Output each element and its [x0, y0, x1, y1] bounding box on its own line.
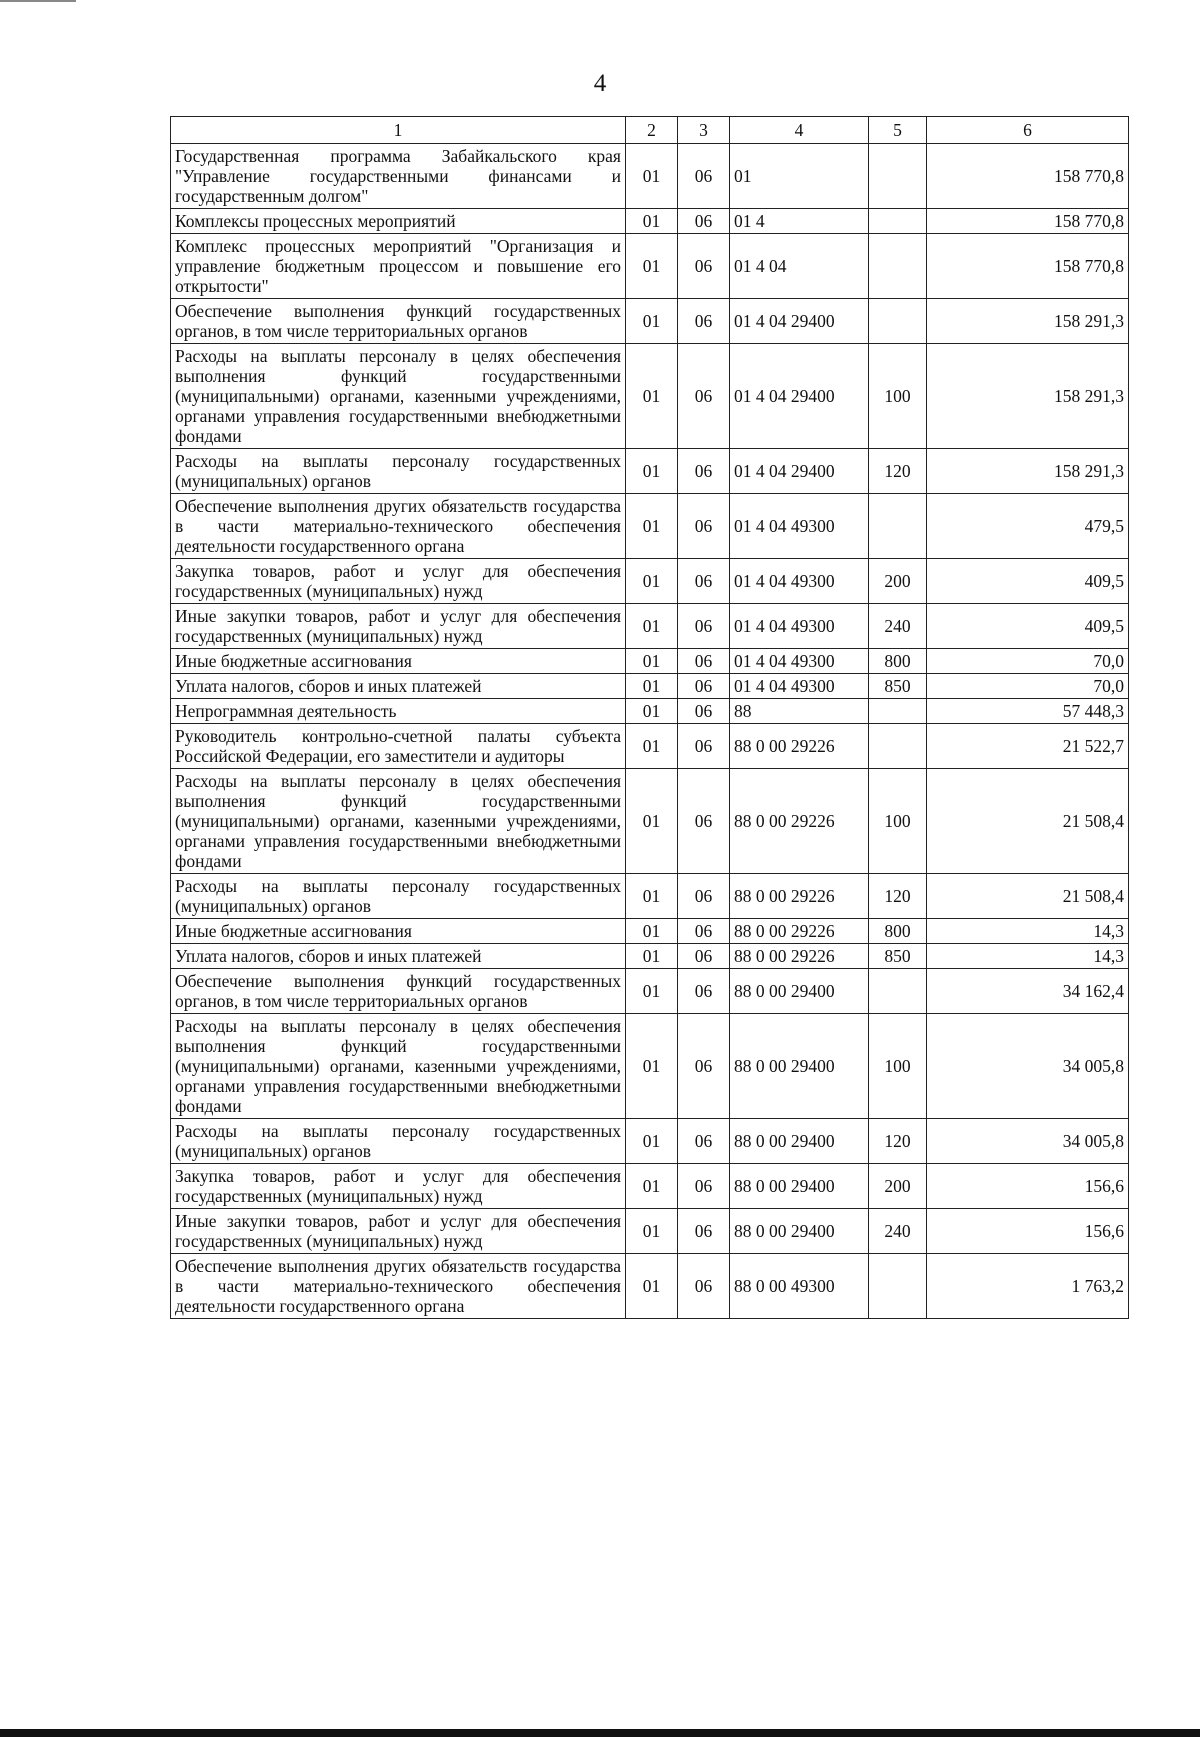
row-section-cell: 01: [626, 649, 678, 674]
row-expense-type-cell: [869, 724, 927, 769]
row-target-code-cell: 88 0 00 29226: [730, 919, 869, 944]
row-amount-cell: 70,0: [927, 674, 1129, 699]
table-row: [171, 209, 1129, 234]
row-subsection-cell: 06: [678, 559, 730, 604]
row-name-cell: Иные закупки товаров, работ и услуг для обеспечения государственных (муниципальных) нужд: [171, 604, 626, 649]
row-amount-cell: 158 291,3: [927, 344, 1129, 449]
row-target-code-cell: 88 0 00 29226: [730, 874, 869, 919]
row-section-cell: 01: [626, 724, 678, 769]
table-row: [171, 344, 1129, 449]
row-target-code-cell: 01 4 04: [730, 234, 869, 299]
row-target-code-cell: 01 4 04 49300: [730, 649, 869, 674]
row-subsection-cell: 06: [678, 344, 730, 449]
row-amount-cell: 14,3: [927, 944, 1129, 969]
table-row: [171, 559, 1129, 604]
table-row: [171, 494, 1129, 559]
budget-table: [170, 116, 1129, 1319]
table-row: [171, 604, 1129, 649]
row-amount-cell: 158 770,8: [927, 209, 1129, 234]
row-amount-cell: 409,5: [927, 604, 1129, 649]
row-target-code-cell: 88 0 00 29400: [730, 969, 869, 1014]
row-expense-type-cell: 200: [869, 1164, 927, 1209]
page-number: 4: [593, 70, 607, 97]
row-target-code-cell: 01 4 04 29400: [730, 344, 869, 449]
row-expense-type-cell: [869, 234, 927, 299]
row-subsection-cell: 06: [678, 144, 730, 209]
row-amount-cell: 21 522,7: [927, 724, 1129, 769]
table-row: [171, 1164, 1129, 1209]
row-target-code-cell: 01 4 04 49300: [730, 494, 869, 559]
row-section-cell: 01: [626, 969, 678, 1014]
table-row: [171, 919, 1129, 944]
row-section-cell: 01: [626, 604, 678, 649]
row-expense-type-cell: 800: [869, 919, 927, 944]
row-target-code-cell: 01 4: [730, 209, 869, 234]
row-amount-cell: 14,3: [927, 919, 1129, 944]
table-row: [171, 944, 1129, 969]
table-row: [171, 699, 1129, 724]
table-row: [171, 299, 1129, 344]
row-name-cell: Расходы на выплаты персоналу в целях обеспечения выполнения функций государственными (муниципальными) органами, казенными учреждениями, органами управления государственными внебюджетными фондами: [171, 1014, 626, 1119]
row-subsection-cell: 06: [678, 604, 730, 649]
row-subsection-cell: 06: [678, 494, 730, 559]
row-subsection-cell: 06: [678, 299, 730, 344]
table-row: [171, 1209, 1129, 1254]
row-section-cell: 01: [626, 209, 678, 234]
row-expense-type-cell: 800: [869, 649, 927, 674]
row-name-cell: Непрограммная деятельность: [171, 699, 626, 724]
table-row: [171, 1254, 1129, 1319]
row-name-cell: Обеспечение выполнения функций государственных органов, в том числе территориальных органов: [171, 299, 626, 344]
row-subsection-cell: 06: [678, 699, 730, 724]
row-subsection-cell: 06: [678, 209, 730, 234]
table-row: [171, 449, 1129, 494]
row-section-cell: 01: [626, 1014, 678, 1119]
row-expense-type-cell: 100: [869, 1014, 927, 1119]
table-header-row: [171, 117, 1129, 144]
row-name-cell: Обеспечение выполнения функций государственных органов, в том числе территориальных органов: [171, 969, 626, 1014]
row-expense-type-cell: [869, 494, 927, 559]
row-target-code-cell: 01 4 04 49300: [730, 559, 869, 604]
row-name-cell: Закупка товаров, работ и услуг для обеспечения государственных (муниципальных) нужд: [171, 559, 626, 604]
row-amount-cell: 158 291,3: [927, 449, 1129, 494]
row-name-cell: Иные закупки товаров, работ и услуг для обеспечения государственных (муниципальных) нужд: [171, 1209, 626, 1254]
row-amount-cell: 21 508,4: [927, 874, 1129, 919]
row-section-cell: 01: [626, 944, 678, 969]
row-expense-type-cell: [869, 209, 927, 234]
row-name-cell: Иные бюджетные ассигнования: [171, 919, 626, 944]
row-amount-cell: 57 448,3: [927, 699, 1129, 724]
row-section-cell: 01: [626, 299, 678, 344]
row-amount-cell: 479,5: [927, 494, 1129, 559]
row-section-cell: 01: [626, 699, 678, 724]
row-section-cell: 01: [626, 1119, 678, 1164]
header-col-2: 2: [626, 117, 678, 144]
row-subsection-cell: 06: [678, 969, 730, 1014]
row-name-cell: Расходы на выплаты персоналу государственных (муниципальных) органов: [171, 1119, 626, 1164]
row-target-code-cell: 88 0 00 29226: [730, 724, 869, 769]
row-subsection-cell: 06: [678, 449, 730, 494]
header-col-5: 5: [869, 117, 927, 144]
row-subsection-cell: 06: [678, 724, 730, 769]
row-expense-type-cell: 200: [869, 559, 927, 604]
row-section-cell: 01: [626, 144, 678, 209]
row-name-cell: Уплата налогов, сборов и иных платежей: [171, 674, 626, 699]
row-target-code-cell: 88 0 00 29400: [730, 1119, 869, 1164]
row-target-code-cell: 88 0 00 29226: [730, 769, 869, 874]
row-name-cell: Обеспечение выполнения других обязательств государства в части материально-технического обеспечения деятельности государственного органа: [171, 494, 626, 559]
row-name-cell: Расходы на выплаты персоналу государственных (муниципальных) органов: [171, 874, 626, 919]
row-expense-type-cell: 120: [869, 449, 927, 494]
row-subsection-cell: 06: [678, 874, 730, 919]
table-row: [171, 1014, 1129, 1119]
row-section-cell: 01: [626, 449, 678, 494]
row-expense-type-cell: 100: [869, 344, 927, 449]
row-subsection-cell: 06: [678, 234, 730, 299]
row-target-code-cell: 88 0 00 29226: [730, 944, 869, 969]
table-row: [171, 724, 1129, 769]
row-name-cell: Уплата налогов, сборов и иных платежей: [171, 944, 626, 969]
row-section-cell: 01: [626, 1209, 678, 1254]
header-col-6: 6: [927, 117, 1129, 144]
row-section-cell: 01: [626, 559, 678, 604]
table-row: [171, 144, 1129, 209]
row-expense-type-cell: [869, 699, 927, 724]
row-expense-type-cell: 120: [869, 874, 927, 919]
row-section-cell: 01: [626, 1254, 678, 1319]
row-section-cell: 01: [626, 874, 678, 919]
scan-edge-bottom: [0, 1729, 1200, 1737]
row-name-cell: Руководитель контрольно-счетной палаты субъекта Российской Федерации, его заместители и аудиторы: [171, 724, 626, 769]
row-name-cell: Расходы на выплаты персоналу в целях обеспечения выполнения функций государственными (муниципальными) органами, казенными учреждениями, органами управления государственными внебюджетными фондами: [171, 769, 626, 874]
row-amount-cell: 158 770,8: [927, 234, 1129, 299]
row-amount-cell: 156,6: [927, 1209, 1129, 1254]
row-section-cell: 01: [626, 1164, 678, 1209]
row-amount-cell: 1 763,2: [927, 1254, 1129, 1319]
row-subsection-cell: 06: [678, 1119, 730, 1164]
table-row: [171, 234, 1129, 299]
row-name-cell: Расходы на выплаты персоналу государственных (муниципальных) органов: [171, 449, 626, 494]
header-col-1: 1: [171, 117, 626, 144]
table-row: [171, 674, 1129, 699]
row-name-cell: Иные бюджетные ассигнования: [171, 649, 626, 674]
table-row: [171, 874, 1129, 919]
row-subsection-cell: 06: [678, 1209, 730, 1254]
table-row: [171, 1119, 1129, 1164]
row-amount-cell: 409,5: [927, 559, 1129, 604]
row-name-cell: Государственная программа Забайкальского края "Управление государственными финансами и государственным долгом": [171, 144, 626, 209]
row-target-code-cell: 01 4 04 49300: [730, 674, 869, 699]
row-expense-type-cell: 240: [869, 1209, 927, 1254]
row-target-code-cell: 01 4 04 49300: [730, 604, 869, 649]
row-amount-cell: 158 770,8: [927, 144, 1129, 209]
row-expense-type-cell: 100: [869, 769, 927, 874]
row-target-code-cell: 88 0 00 29400: [730, 1209, 869, 1254]
row-target-code-cell: 01 4 04 29400: [730, 299, 869, 344]
row-subsection-cell: 06: [678, 944, 730, 969]
row-target-code-cell: 88: [730, 699, 869, 724]
row-name-cell: Обеспечение выполнения других обязательств государства в части материально-технического обеспечения деятельности государственного органа: [171, 1254, 626, 1319]
row-subsection-cell: 06: [678, 674, 730, 699]
row-section-cell: 01: [626, 919, 678, 944]
row-expense-type-cell: [869, 969, 927, 1014]
row-target-code-cell: 88 0 00 49300: [730, 1254, 869, 1319]
row-amount-cell: 158 291,3: [927, 299, 1129, 344]
row-expense-type-cell: [869, 299, 927, 344]
row-amount-cell: 21 508,4: [927, 769, 1129, 874]
row-section-cell: 01: [626, 769, 678, 874]
row-target-code-cell: 88 0 00 29400: [730, 1164, 869, 1209]
table-row: [171, 649, 1129, 674]
row-expense-type-cell: 850: [869, 674, 927, 699]
row-subsection-cell: 06: [678, 919, 730, 944]
row-amount-cell: 34 162,4: [927, 969, 1129, 1014]
row-subsection-cell: 06: [678, 649, 730, 674]
row-name-cell: Комплексы процессных мероприятий: [171, 209, 626, 234]
row-amount-cell: 70,0: [927, 649, 1129, 674]
row-expense-type-cell: 850: [869, 944, 927, 969]
row-target-code-cell: 88 0 00 29400: [730, 1014, 869, 1119]
row-expense-type-cell: [869, 1254, 927, 1319]
row-amount-cell: 34 005,8: [927, 1119, 1129, 1164]
row-target-code-cell: 01 4 04 29400: [730, 449, 869, 494]
row-section-cell: 01: [626, 234, 678, 299]
row-amount-cell: 34 005,8: [927, 1014, 1129, 1119]
budget-table-body: [171, 117, 1129, 1319]
row-expense-type-cell: 120: [869, 1119, 927, 1164]
row-amount-cell: 156,6: [927, 1164, 1129, 1209]
row-name-cell: Комплекс процессных мероприятий "Организация и управление бюджетным процессом и повышение его открытости": [171, 234, 626, 299]
row-expense-type-cell: [869, 144, 927, 209]
row-expense-type-cell: 240: [869, 604, 927, 649]
row-subsection-cell: 06: [678, 1254, 730, 1319]
header-col-4: 4: [730, 117, 869, 144]
table-row: [171, 969, 1129, 1014]
row-section-cell: 01: [626, 674, 678, 699]
header-col-3: 3: [678, 117, 730, 144]
row-name-cell: Закупка товаров, работ и услуг для обеспечения государственных (муниципальных) нужд: [171, 1164, 626, 1209]
scan-edge-top: [0, 0, 76, 2]
row-section-cell: 01: [626, 494, 678, 559]
row-subsection-cell: 06: [678, 769, 730, 874]
row-target-code-cell: 01: [730, 144, 869, 209]
table-row: [171, 769, 1129, 874]
row-subsection-cell: 06: [678, 1164, 730, 1209]
row-subsection-cell: 06: [678, 1014, 730, 1119]
row-name-cell: Расходы на выплаты персоналу в целях обеспечения выполнения функций государственными (муниципальными) органами, казенными учреждениями, органами управления государственными внебюджетными фондами: [171, 344, 626, 449]
row-section-cell: 01: [626, 344, 678, 449]
